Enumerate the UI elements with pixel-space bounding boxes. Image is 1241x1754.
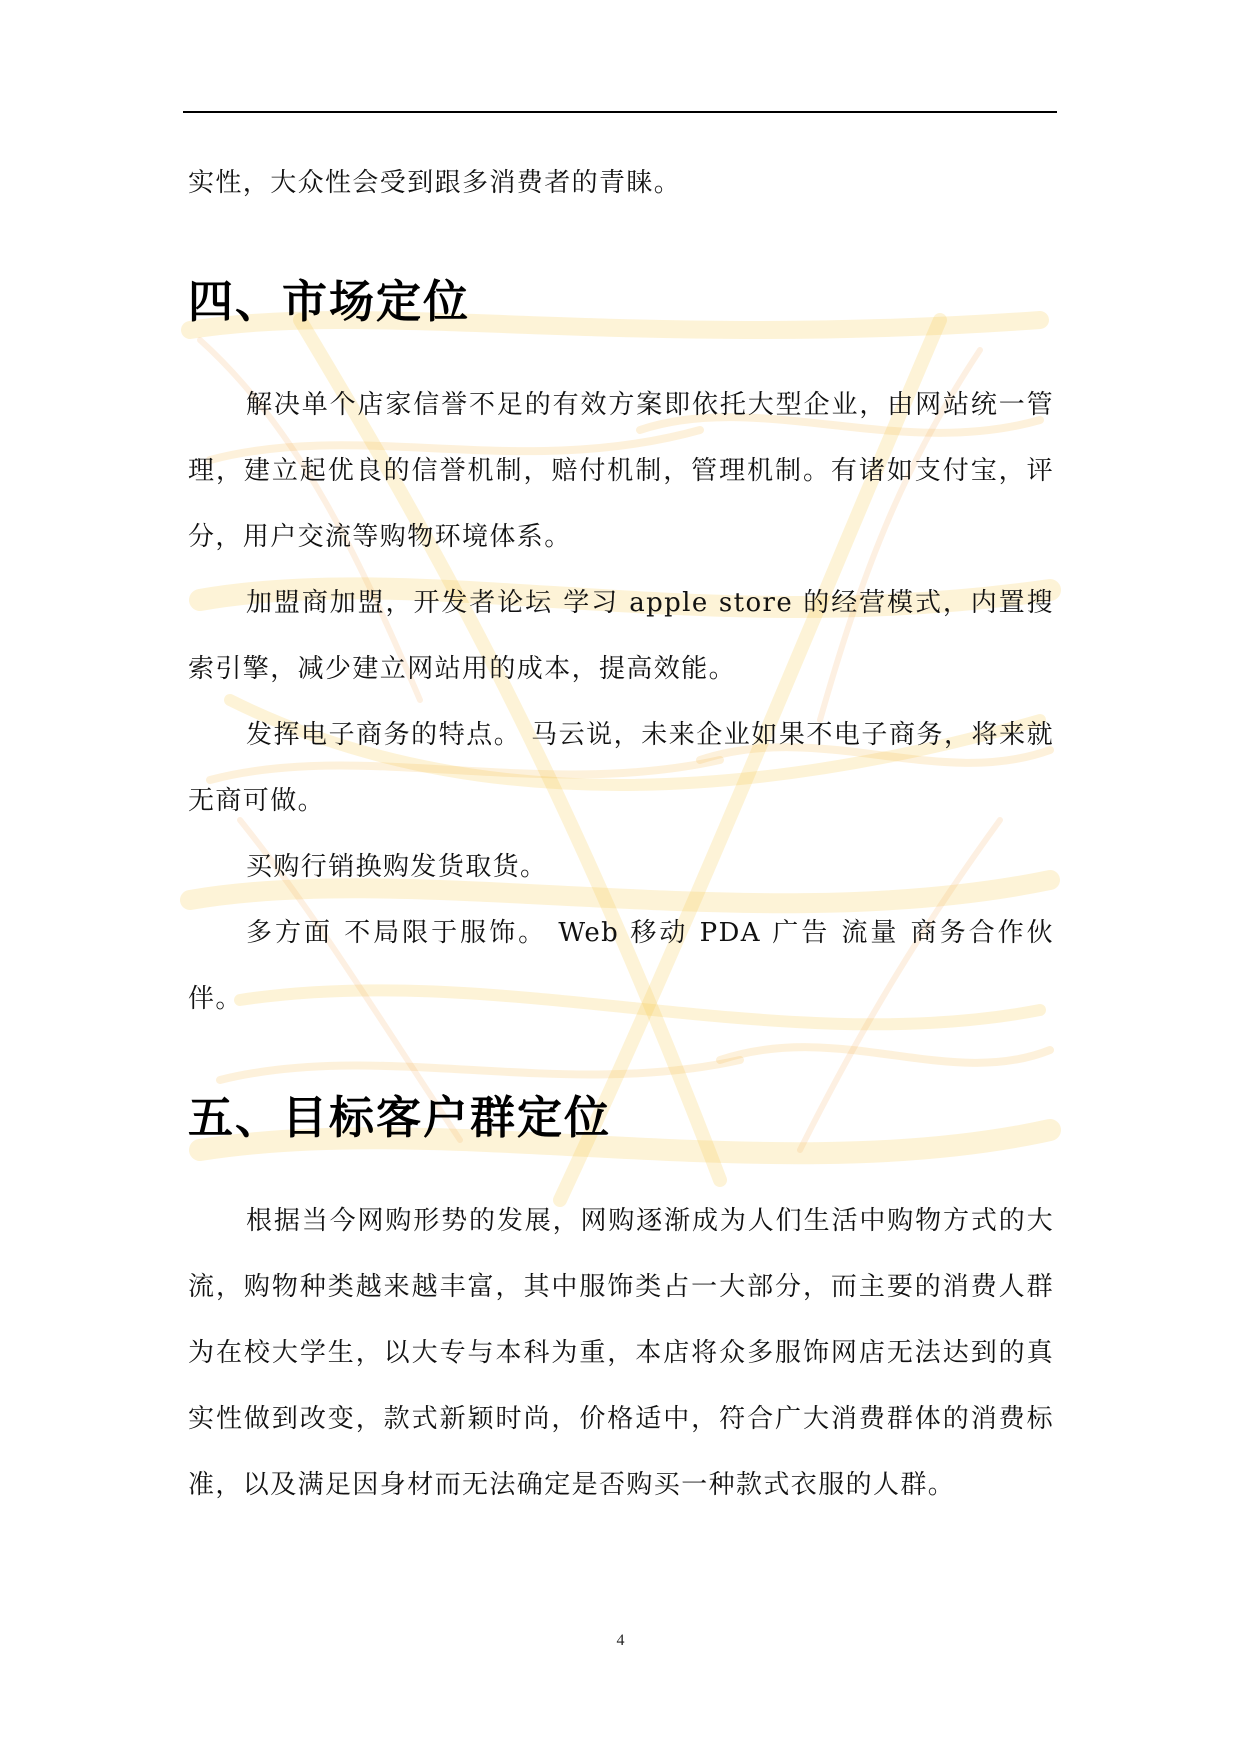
- market-paragraph-4: 买购行销换购发货取货。: [246, 852, 548, 882]
- section-heading-market-positioning: 四、市场定位: [188, 275, 471, 328]
- document-body: [188, 150, 1054, 1518]
- section-heading-target-customers: 五、目标客户群定位: [188, 1091, 612, 1144]
- page-number: 4: [616, 1632, 625, 1649]
- target-paragraph-1: 根据当今网购形势的发展，网购逐渐成为人们生活中购物方式的大流，购物种类越来越丰富，其中服饰类占一大部分，而主要的消费人群为在校大学生，以大专与本科为重，本店将众多服饰网店无法达到的真实性做到改变，款式新颖时尚，价格适中，符合广大消费群体的消费标准，以及满足因身材而无法确定是否购买一种款式衣服的人群。: [188, 1206, 1054, 1500]
- market-paragraph-5: 多方面 不局限于服饰。 Web 移动 PDA 广告 流量 商务合作伙伴。: [188, 918, 1054, 1014]
- market-paragraph-1: 解决单个店家信誉不足的有效方案即依托大型企业，由网站统一管理，建立起优良的信誉机制，赔付机制，管理机制。有诸如支付宝，评分，用户交流等购物环境体系。: [188, 390, 1054, 552]
- header-rule: [183, 111, 1057, 113]
- market-paragraph-2: 加盟商加盟，开发者论坛 学习 apple store 的经营模式，内置搜索引擎，减少建立网站用的成本，提高效能。: [188, 588, 1054, 684]
- market-paragraph-3: 发挥电子商务的特点。 马云说，未来企业如果不电子商务，将来就无商可做。: [188, 720, 1054, 816]
- continuation-paragraph: 实性，大众性会受到跟多消费者的青睐。: [188, 168, 682, 198]
